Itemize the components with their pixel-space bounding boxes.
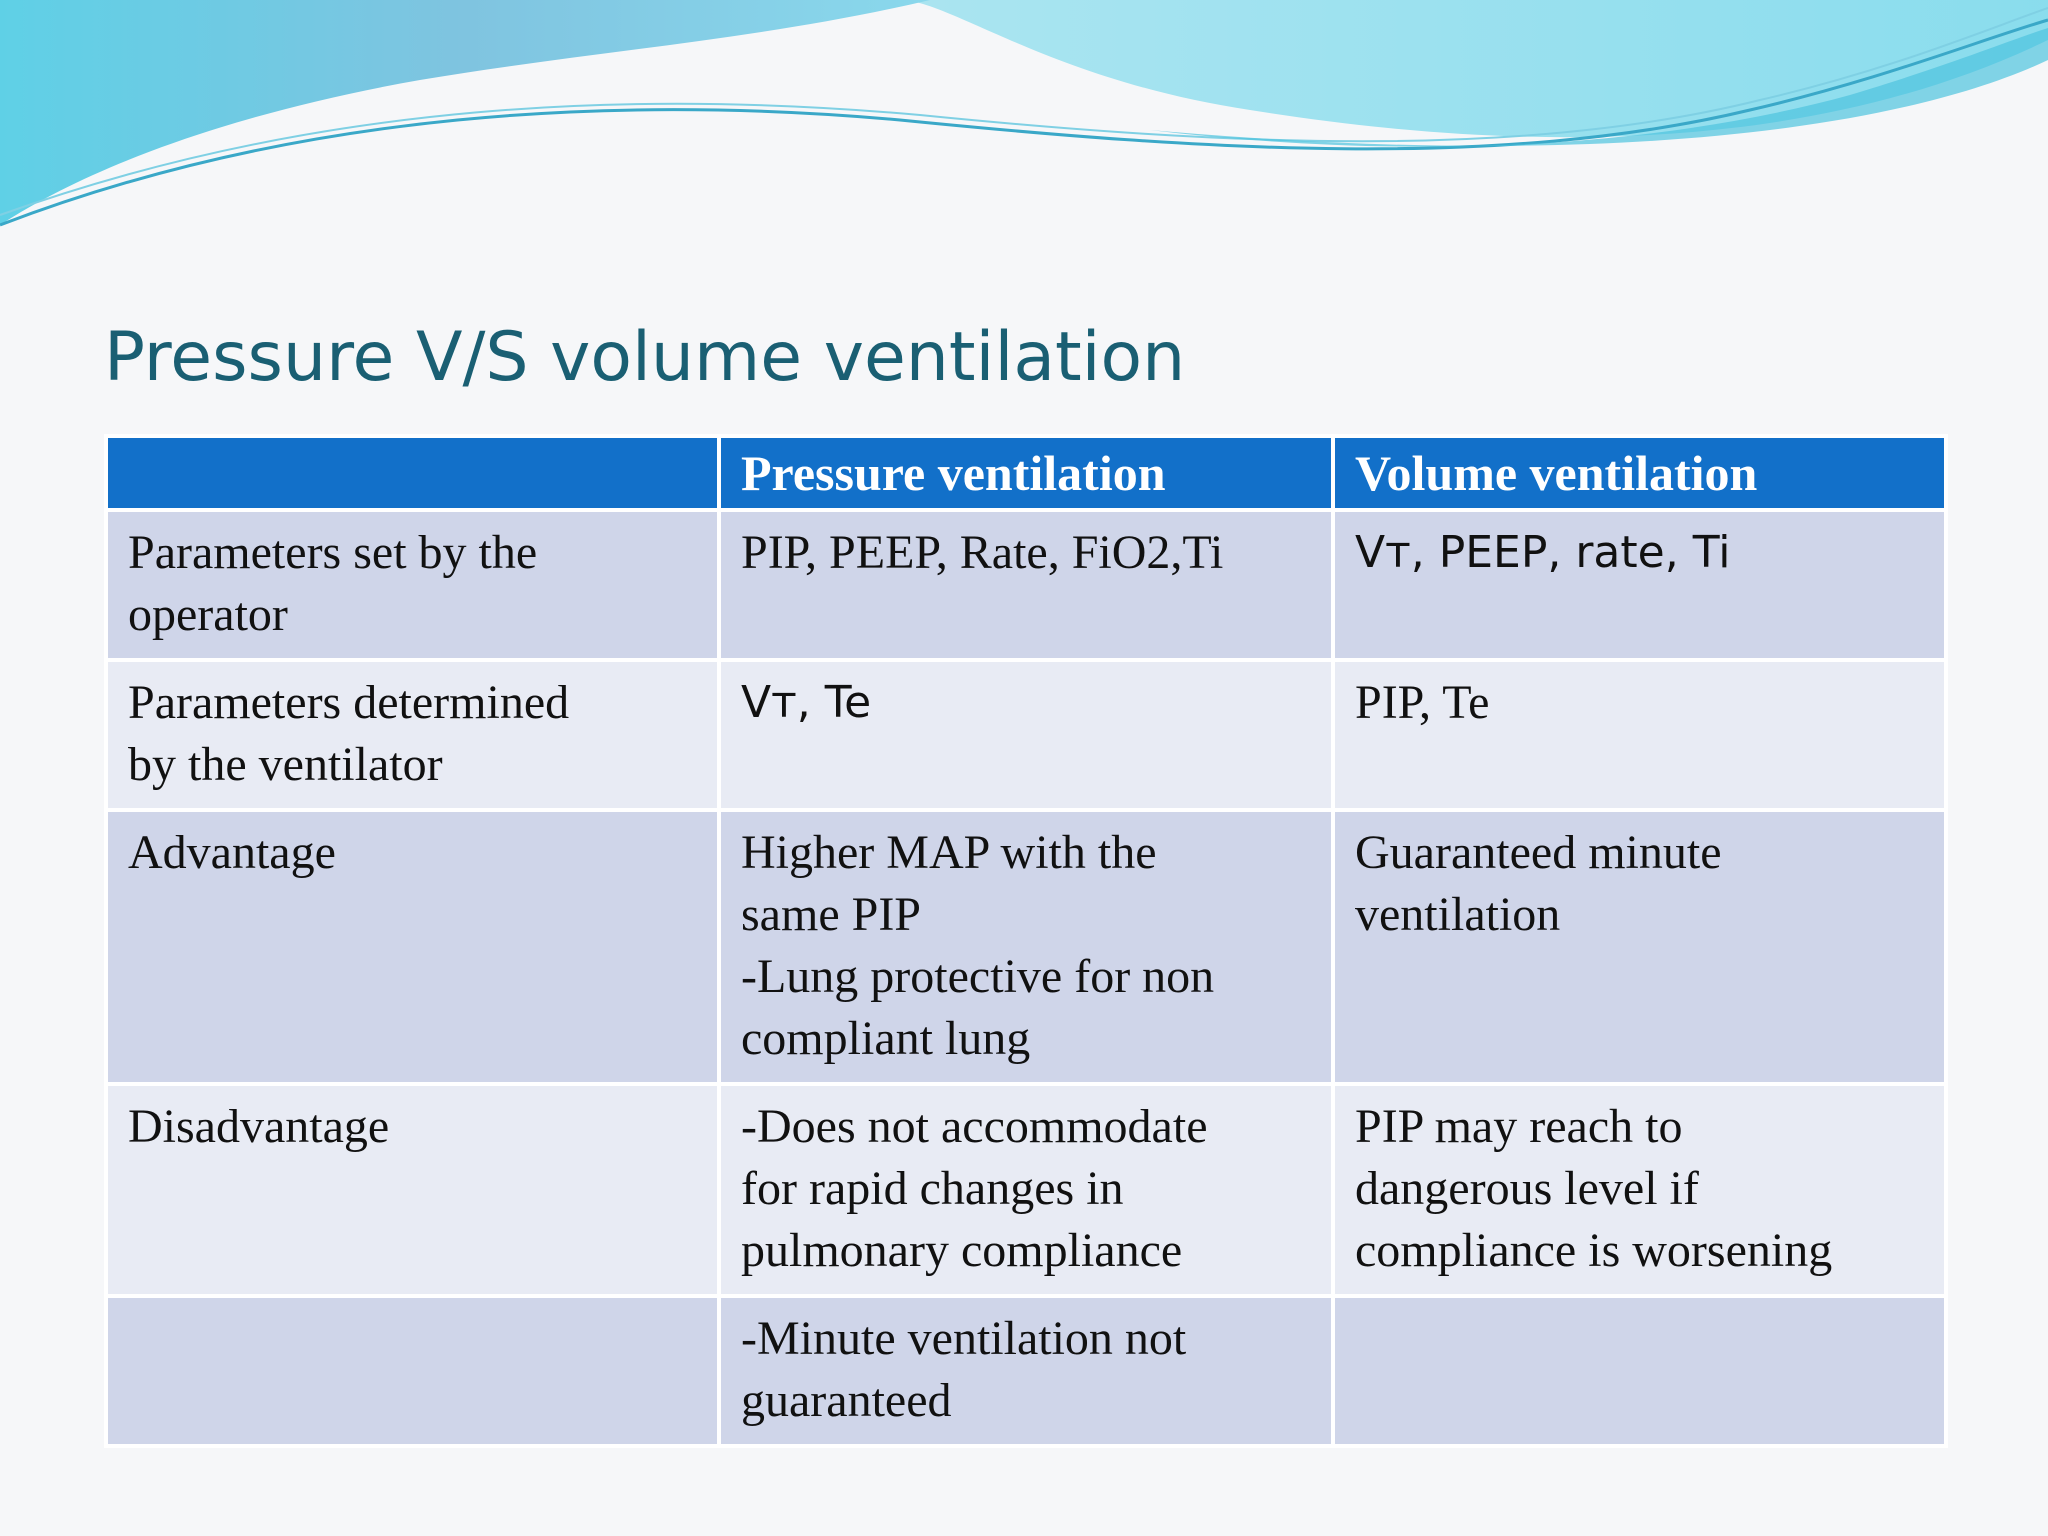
cell-line: -Lung protective for non xyxy=(741,950,1215,1003)
cell-line: compliance is worsening xyxy=(1355,1224,1833,1277)
cell-line: -Minute ventilation not xyxy=(741,1312,1187,1365)
cell-line: compliant lung xyxy=(741,1012,1031,1065)
header-pressure-ventilation: Pressure ventilation xyxy=(719,436,1333,510)
cell-line: dangerous level if xyxy=(1355,1162,1699,1215)
header-wave-decoration xyxy=(0,0,2048,260)
cell-line: Disadvantage xyxy=(128,1100,390,1153)
cell-line: by the ventilator xyxy=(128,738,443,791)
table-row xyxy=(106,1296,1946,1446)
cell-line: PIP, PEEP, Rate, FiO2,Ti xyxy=(741,526,1224,579)
row-label-cell xyxy=(106,810,719,1084)
header-volume-ventilation: Volume ventilation xyxy=(1333,436,1946,510)
cell-line: Vт, Te xyxy=(741,677,872,728)
volume-cell xyxy=(1333,1296,1946,1446)
cell-line: Vт, PEEP, rate, Ti xyxy=(1355,527,1731,578)
cell-line: -Does not accommodate xyxy=(741,1100,1208,1153)
row-label-cell xyxy=(106,660,719,810)
volume-cell xyxy=(1333,660,1946,810)
cell-line: Advantage xyxy=(128,826,336,879)
cell-line: for rapid changes in xyxy=(741,1162,1124,1215)
cell-line: Parameters set by the xyxy=(128,526,538,579)
cell-line: pulmonary compliance xyxy=(741,1224,1183,1277)
cell-line: Parameters determined xyxy=(128,676,570,729)
pressure-cell xyxy=(719,660,1333,810)
cell-line: Guaranteed minute xyxy=(1355,826,1722,879)
table-row xyxy=(106,510,1946,660)
cell-line: same PIP xyxy=(741,888,921,941)
cell-line: ventilation xyxy=(1355,888,1561,941)
volume-cell xyxy=(1333,810,1946,1084)
cell-line: guaranteed xyxy=(741,1374,952,1427)
row-label-cell xyxy=(106,1084,719,1296)
volume-cell xyxy=(1333,1084,1946,1296)
slide-title: Pressure V/S volume ventilation xyxy=(104,318,1186,397)
comparison-table xyxy=(104,434,1948,1448)
row-label-cell xyxy=(106,1296,719,1446)
header-empty-cell xyxy=(106,436,719,510)
cell-line: PIP may reach to xyxy=(1355,1100,1683,1153)
table-row xyxy=(106,810,1946,1084)
table-header-row xyxy=(106,436,1946,510)
volume-cell xyxy=(1333,510,1946,660)
pressure-cell xyxy=(719,510,1333,660)
cell-line: operator xyxy=(128,588,288,641)
pressure-cell xyxy=(719,1084,1333,1296)
pressure-cell xyxy=(719,1296,1333,1446)
row-label-cell xyxy=(106,510,719,660)
table-row xyxy=(106,1084,1946,1296)
cell-line: PIP, Te xyxy=(1355,676,1490,729)
pressure-cell xyxy=(719,810,1333,1084)
cell-line: Higher MAP with the xyxy=(741,826,1157,879)
table-row xyxy=(106,660,1946,810)
